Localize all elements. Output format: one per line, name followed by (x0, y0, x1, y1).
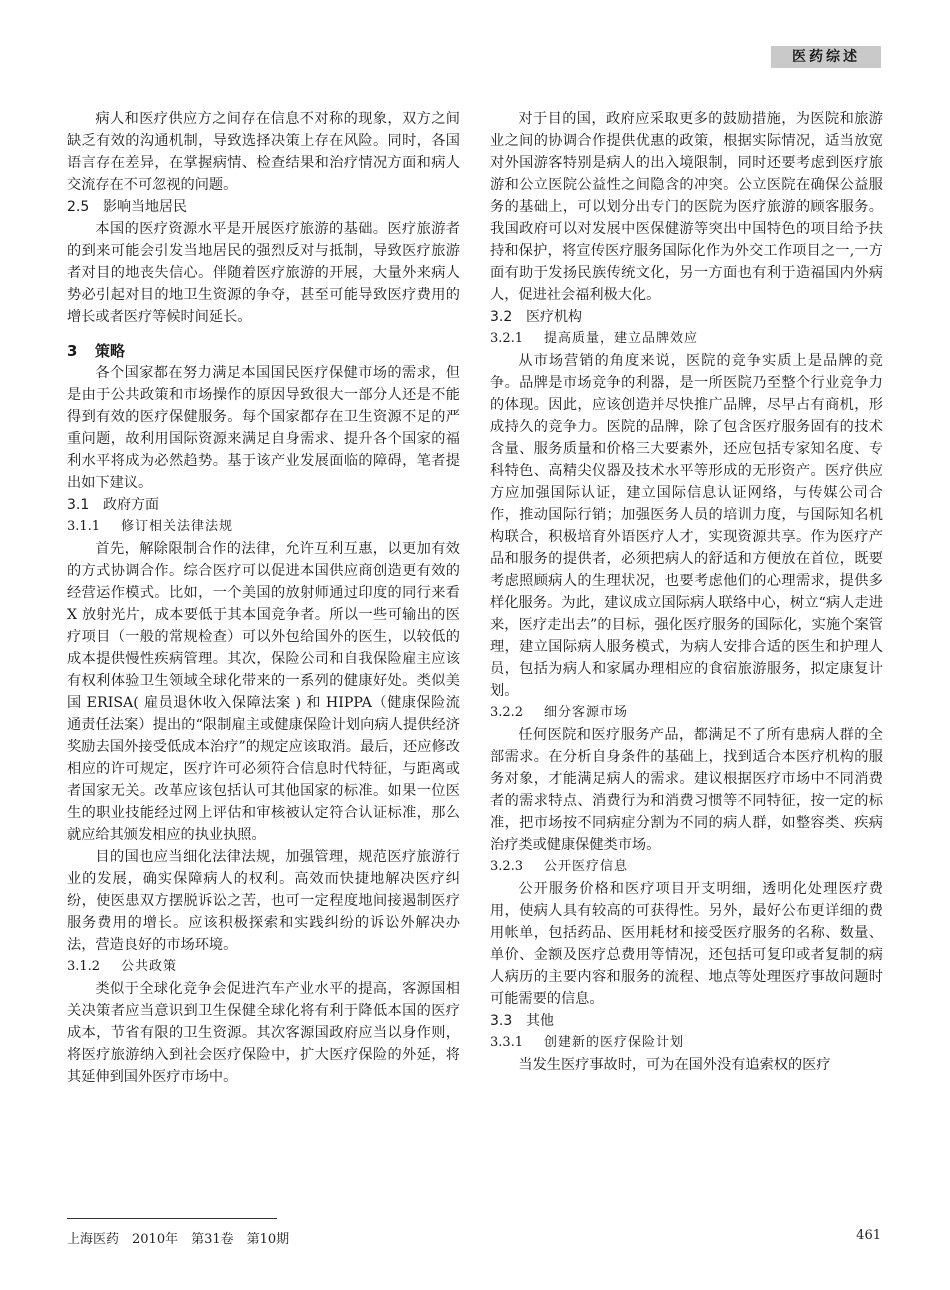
section-number: 3.2 (490, 309, 513, 325)
paragraph: 公开服务价格和医疗项目开支明细，透明化处理医疗费用，使病人具有较高的可获得性。另外，最好公布更详细的费用帐单，包括药品、医用耗材和接受医疗服务的名称、数量、单价、金额及医疗总费用等情况，还包括可复印或者复制的病人病历的主要内容和服务的流程、地点等处理医疗事故问题时可能需要的信息。 (490, 881, 883, 1007)
paragraph: 类似于全球化竞争会促进汽车产业水平的提高，客源国相关决策者应当意识到卫生保健全球化将有利于降低本国的医疗成本，节省有限的卫生资源。其次客源国政府应当以身作则，将医疗旅游纳入到社会医疗保险中，扩大医疗保险的外延，将其延伸到国外医疗市场中。 (67, 981, 460, 1085)
paragraph: 本国的医疗资源水平是开展医疗旅游的基础。医疗旅游者的到来可能会引发当地居民的强烈反对与抵制，导致医疗旅游者对目的地丧失信心。伴随着医疗旅游的开展，大量外来病人势必引起对目的地卫生资源的争夺，甚至可能导致医疗费用的增长或者医疗等候时间延长。 (67, 221, 460, 325)
page-number: 461 (856, 1228, 881, 1243)
section-title: 其他 (526, 1013, 554, 1029)
section-number: 2.5 (67, 199, 90, 215)
section-title: 细分客源市场 (544, 705, 629, 720)
section-heading-3-3 (490, 1010, 883, 1032)
section-title: 医疗机构 (526, 309, 582, 325)
section-heading-3-1 (67, 494, 460, 516)
section-title: 政府方面 (103, 497, 159, 513)
paragraph: 任何医院和医疗服务产品，都满足不了所有患病人群的全部需求。在分析自身条件的基础上，找到适合本医疗机构的服务对象，才能满足病人的需求。建议根据医疗市场中不同消费者的需求特点、消费行为和消费习惯等不同特征，按一定的标准，把市场按不同病症分割为不同的病人群，如整容类、疾病治疗类或健康保健类市场。 (490, 727, 883, 853)
section-heading-3 (67, 340, 460, 362)
section-number: 3.1.2 (67, 959, 101, 974)
section-heading-2-5 (67, 196, 460, 218)
paragraph: 各个国家都在努力满足本国国民医疗保健市场的需求，但是由于公共政策和市场操作的原因导致很大一部分人还是不能得到有效的医疗保健服务。每个国家都存在卫生资源不足的严重问题，故利用国际资源来满足自身需求、提升各个国家的福利水平将成为必然趋势。基于该产业发展面临的障碍，笔者提出如下建议。 (67, 365, 460, 491)
section-title: 公共政策 (121, 959, 178, 974)
section-heading-3-2-1 (490, 328, 883, 350)
section-title: 影响当地居民 (103, 199, 187, 215)
section-number: 3.1 (67, 497, 90, 513)
section-number: 3.3.1 (490, 1035, 524, 1050)
paragraph: 病人和医疗供应方之间存在信息不对称的现象，双方之间缺乏有效的沟通机制，导致选择决策上存在风险。同时，各国语言存在差异，在掌握病情、检查结果和治疗情况方面和病人交流存在不可忽视的问题。 (67, 111, 460, 193)
section-number: 3.2.2 (490, 705, 524, 720)
section-heading-3-2-2 (490, 702, 883, 724)
section-heading-3-1-1 (67, 516, 460, 538)
paragraph: 从市场营销的角度来说，医院的竞争实质上是品牌的竞争。品牌是市场竞争的利器，是一所医院乃至整个行业竞争力的体现。因此，应该创造并尽快推广品牌，尽早占有商机，形成持久的竞争力。医院的品牌，除了包含医疗服务固有的技术含量、服务质量和价格三大要素外，还应包括专家知名度、专科特色、高精尖仪器及技术水平等形成的无形资产。医疗供应方应加强国际认证，建立国际信息认证网络，与传媒公司合作，推动国际行销；加强医务人员的培训力度，与国际知名机构联合，积极培育外语医疗人才，实现资源共享。作为医疗产品和服务的提供者，必须把病人的舒适和方便放在首位，既要考虑照顾病人的生理状况，也要考虑他们的心理需求，提供多样化服务。为此，建议成立国际病人联络中心，树立“病人走进来，医疗走出去”的目标，强化医疗服务的国际化，实施个案管理，建立国际病人服务模式，为病人安排合适的医生和护理人员，包括为病人和家属办理相应的食宿旅游服务，拟定康复计划。 (490, 353, 883, 699)
paragraph: 当发生医疗事故时，可为在国外没有追索权的医疗 (518, 1057, 831, 1073)
section-title: 创建新的医疗保险计划 (544, 1035, 685, 1050)
paragraph: 首先，解除限制合作的法律，允许互利互惠，以更加有效的方式协调合作。综合医疗可以促进本国供应商创造更有效的经营运作模式。比如，一个美国的放射师通过印度的同行来看 X 放射光片，成本要低于其本国竞争者。所以一些可输出的医疗项目（一般的常规检查）可以外包给国外的医生，以较低的成本提供慢性疾病管理。其次，保险公司和自我保险雇主应该有权利体验卫生领域全球化带来的一系列的健康好处。类似美国 ERISA( 雇员退休收入保障法案 ) 和 HIPPA（健康保险流通责任法案）提出的“限制雇主或健康保险计划向病人提供经济奖励去国外接受低成本治疗”的规定应该取消。最后，还应修改相应的许可规定，医疗许可必须符合信息时代特征，与距离或者国家无关。改革应该包括认可其他国家的标准。如果一位医生的职业技能经过网上评估和审核被认定符合认证标准，那么就应给其颁发相应的执业执照。 (67, 541, 460, 843)
section-number: 3.2.3 (490, 859, 524, 874)
right-column (490, 108, 883, 1076)
footer-rule (67, 1218, 277, 1219)
section-number: 3 (67, 342, 78, 360)
section-heading-3-3-1 (490, 1032, 883, 1054)
footer-journal-info: 上海医药 2010年 第31卷 第10期 (67, 1232, 290, 1247)
left-column (67, 108, 460, 1088)
section-heading-3-2-3 (490, 856, 883, 878)
section-number: 3.2.1 (490, 331, 524, 346)
paragraph: 对于目的国，政府应采取更多的鼓励措施，为医院和旅游业之间的协调合作提供优惠的政策，根据实际情况，适当放宽对外国游客特别是病人的出入境限制，同时还要考虑到医疗旅游和公立医院公益性之间隐含的冲突。公立医院在确保公益服务的基础上，可以划分出专门的医院为医疗旅游的顾客服务。我国政府可以对发展中医保健游等突出中国特色的项目给予扶持和保护，将宣传医疗服务国际化作为外交工作项目之一,一方面有助于发扬民族传统文化，另一方面也有利于造福国内外病人，促进社会福利极大化。 (490, 111, 883, 303)
section-title: 修订相关法律法规 (121, 519, 234, 534)
section-number: 3.3 (490, 1013, 513, 1029)
section-tag: 医药综述 (771, 46, 881, 68)
section-title: 公开医疗信息 (544, 859, 629, 874)
section-number: 3.1.1 (67, 519, 101, 534)
section-heading-3-2 (490, 306, 883, 328)
paragraph: 目的国也应当细化法律法规，加强管理，规范医疗旅游行业的发展，确实保障病人的权利。高效而快捷地解决医疗纠纷，使医患双方摆脱诉讼之苦，也可一定程度地间接遏制医疗服务费用的增长。应该积极探索和实践纠纷的诉讼外解决办法，营造良好的市场环境。 (67, 849, 460, 953)
section-title: 提高质量，建立品牌效应 (544, 331, 699, 346)
section-heading-3-1-2 (67, 956, 460, 978)
section-title: 策略 (95, 342, 126, 360)
